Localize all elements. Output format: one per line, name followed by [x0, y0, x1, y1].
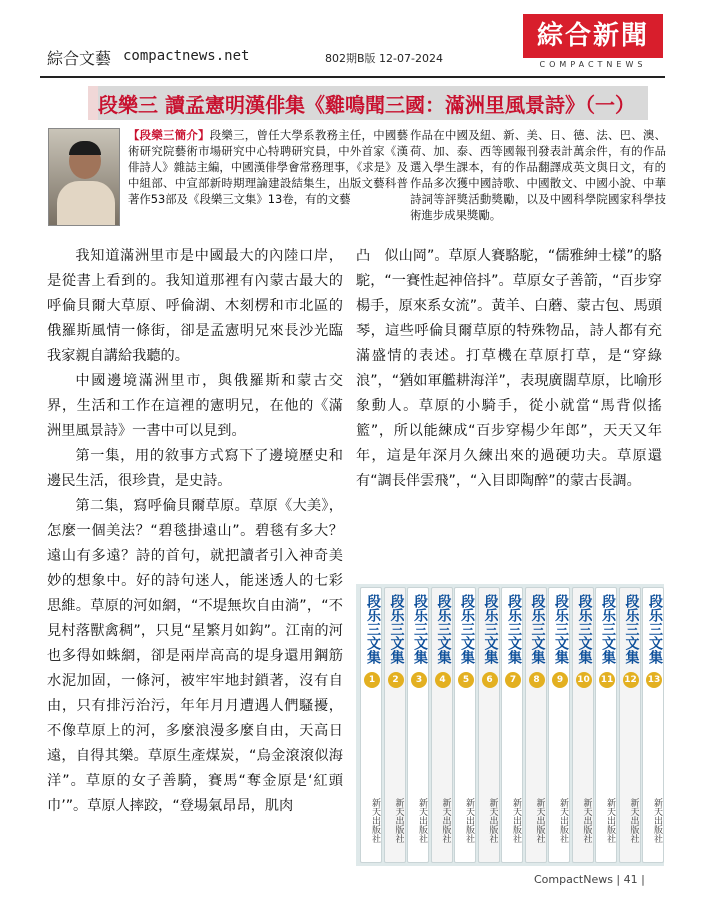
- book-volume-number: 9: [552, 672, 568, 688]
- book-volume-number: 4: [435, 672, 451, 688]
- book-spine-7: [501, 587, 523, 863]
- book-spine-13: [642, 587, 664, 863]
- article-title: 段樂三 讀孟憲明漢俳集《雞鳴聞三國：滿洲里風景詩》（一）: [98, 93, 635, 117]
- section-name: 綜合文藝: [47, 49, 112, 68]
- book-series-title: 段乐三文集: [435, 594, 452, 664]
- brand-logo: 綜合新聞: [523, 14, 663, 58]
- header-divider: [40, 76, 665, 78]
- paragraph: 第一集，用的敘事方式寫下了邊境歷史和邊民生活，很珍貴，是史詩。: [47, 448, 343, 489]
- author-bio-continued: 作品在中國及紐、新、美、日、德、法、巴、澳、荷、加、泰、西等國報刊發表計萬余件，有的作品選入學生課本，有的作品翻譯成英文與日文，有的作品多次獲中國詩歌、中國散文、中國小說、中華詩詞等評獎活動獎勵，以及中國科學院國家科學技術進步成果獎勵。: [410, 128, 666, 222]
- book-publisher: 新天出版社: [487, 798, 498, 843]
- article-column-1: [47, 244, 343, 819]
- paragraph: 第二集，寫呼倫貝爾草原。草原《大美》，怎麼一個美法？“碧毯掛遠山”。碧毯有多大？遠山有多遠？詩的首句，就把讀者引入神奇美妙的想象中。好的詩句迷人，能迷透人的七彩思維。草原的河如網，“不堤無坎自由淌”，“不見村落獸禽稠”，只見“星繁月如鈎”。江南的河也多得如蛛網，卻是兩岸高高的堤身還用鋼筋水泥加固，一條河，被牢牢地封鎖著，沒有自由，只有排污治污，年年月月遭遇人們騷擾，不像草原上的河，多麼浪漫多麼自由，天高日遠，自得其樂。草原生產煤炭，“烏金滾滾似海洋”。草原的女子善騎，賽馬“奪金原是‘紅頭巾’”。草原人摔跤，“登場氣昂昂，肌肉: [47, 498, 343, 814]
- book-spine-1: [360, 587, 382, 863]
- author-photo: [48, 128, 120, 226]
- book-publisher: 新天出版社: [628, 798, 639, 843]
- book-spine-3: [407, 587, 429, 863]
- book-volume-number: 7: [505, 672, 521, 688]
- book-publisher: 新天出版社: [417, 798, 427, 843]
- book-series-title: 段乐三文集: [388, 594, 405, 664]
- book-publisher: 新天出版社: [605, 798, 615, 843]
- book-volume-number: 5: [458, 672, 474, 688]
- book-series-title: 段乐三文集: [576, 594, 593, 664]
- book-volume-number: 2: [388, 672, 404, 688]
- book-series-title: 段乐三文集: [506, 594, 522, 664]
- site-url[interactable]: compactnews.net: [123, 48, 250, 64]
- book-spine-10: [572, 587, 594, 863]
- book-publisher: 新天出版社: [511, 798, 521, 843]
- book-publisher: 新天出版社: [464, 798, 474, 843]
- page-header: [0, 0, 702, 80]
- book-publisher: 新天出版社: [652, 798, 662, 843]
- book-spine-5: [454, 587, 476, 863]
- book-volume-number: 1: [364, 672, 380, 688]
- book-spine-9: [548, 587, 570, 863]
- book-spine-2: [384, 587, 406, 863]
- book-publisher: 新天出版社: [534, 798, 545, 843]
- book-publisher: 新天出版社: [393, 798, 404, 843]
- bio-text-part1: 段樂三，曾任大學系教務主任，中國藝術研究院藝術市場研究中心特聘研究員，中外首家《漢俳詩人》雜誌主編，中國漢俳學會常務理事，《求是》及中組部、中宣部新時期理論建設結集生，出版文藝科普著作53部及《段樂三文集》13卷，有的文藝: [128, 128, 408, 206]
- book-spine-8: [525, 587, 547, 863]
- book-series-title: 段乐三文集: [600, 594, 616, 664]
- book-volume-number: 12: [623, 672, 639, 688]
- book-publisher: 新天出版社: [370, 798, 380, 843]
- book-series-title: 段乐三文集: [623, 594, 640, 664]
- book-volume-number: 8: [529, 672, 545, 688]
- book-series-title: 段乐三文集: [459, 594, 475, 664]
- book-spine-6: [478, 587, 500, 863]
- book-spine-4: [431, 587, 453, 863]
- issue-date: 802期B版 12-07-2024: [325, 52, 443, 65]
- author-bio: [128, 127, 408, 207]
- book-volume-number: 3: [411, 672, 427, 688]
- book-publisher: 新天出版社: [558, 798, 568, 843]
- book-series-title: 段乐三文集: [553, 594, 569, 664]
- bio-tag: 【段樂三簡介】: [128, 128, 210, 142]
- book-volume-number: 10: [576, 672, 592, 688]
- book-volume-number: 6: [482, 672, 498, 688]
- article-column-2: [356, 244, 662, 494]
- paragraph: 我知道滿洲里市是中國最大的內陸口岸，是從書上看到的。我知道那裡有內蒙古最大的呼倫貝爾大草原、呼倫湖、木刻楞和市北區的俄羅斯風情一條街，卻是孟憲明兄來長沙光臨我家親自講給我聽的。: [47, 248, 343, 364]
- book-publisher: 新天出版社: [581, 798, 592, 843]
- page-footer: CompactNews | 41 |: [534, 873, 645, 886]
- book-volume-number: 11: [599, 672, 615, 688]
- book-spine-11: [595, 587, 617, 863]
- book-publisher: 新天出版社: [440, 798, 451, 843]
- brand-logo-subtitle: COMPACTNEWS: [539, 60, 647, 69]
- book-series-title: 段乐三文集: [482, 594, 499, 664]
- photo-figure-hair: [69, 141, 101, 155]
- book-series-title: 段乐三文集: [365, 594, 381, 664]
- book-series-photo: [356, 584, 664, 866]
- book-volume-number: 13: [646, 672, 662, 688]
- book-series-title: 段乐三文集: [647, 594, 663, 664]
- paragraph: 中國邊境滿洲里市，與俄羅斯和蒙古交界，生活和工作在這裡的憲明兄，在他的《滿洲里風景詩》一書中可以見到。: [47, 373, 343, 439]
- photo-figure-body: [57, 181, 115, 226]
- book-series-title: 段乐三文集: [412, 594, 428, 664]
- book-series-title: 段乐三文集: [529, 594, 546, 664]
- paragraph: 凸 似山岡”。草原人賽駱駝，“儒雅紳士樣”的駱駝，“一賽性起神倍抖”。草原女子善箭，“百步穿楊手，原來系女流”。黃羊、白蘑、蒙古包、馬頭琴，這些呼倫貝爾草原的特殊物品，詩人都有充滿盛情的表述。打草機在草原打草，是“穿綠浪”，“猶如軍艦耕海洋”，表現廣闊草原，比喻形象動人。草原的小騎手，從小就當“馬背似搖籃”，所以能練成“百步穿楊少年郎”，天天又年年，這是年深月久練出來的過硬功夫。草原還有“調長伴雲飛”，“入目即陶醉”的蒙古長調。: [356, 248, 662, 489]
- book-spine-12: [619, 587, 641, 863]
